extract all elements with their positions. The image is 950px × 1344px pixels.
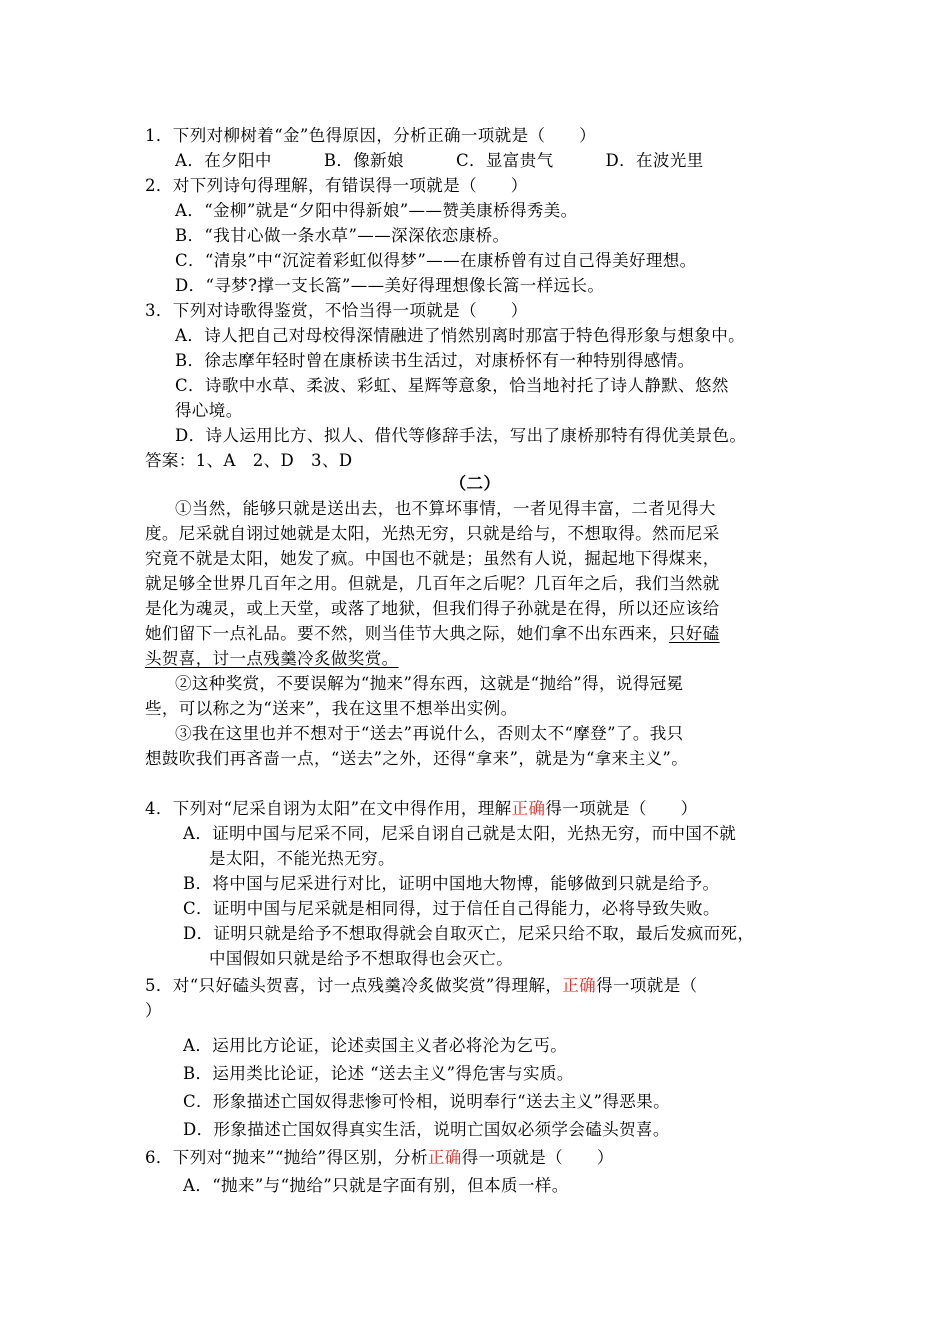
q2-option-b: B．“我甘心做一条水草”——深深依恋康桥。 bbox=[175, 226, 510, 245]
q6-stem-keyword: 正确 bbox=[427, 1148, 462, 1167]
q3-option-c: C．诗歌中水草、柔波、彩虹、星辉等意象，恰当地衬托了诗人静默、悠然 bbox=[175, 376, 729, 395]
passage-p2-line: ②这种奖赏，不要误解为“抛来”得东西，这就是“抛给”得，说得冠冕 bbox=[175, 674, 684, 693]
q4-stem bbox=[145, 797, 698, 821]
q6-stem bbox=[145, 1146, 614, 1170]
q5-option-b: B．运用类比论证，论述 “送去主义”得危害与实质。 bbox=[183, 1064, 574, 1083]
passage-p3-line: 想鼓吹我们再吝啬一点，“送去”之外，还得“拿来”，就是为“拿来主义”。 bbox=[145, 749, 689, 768]
section-title: （二） bbox=[449, 474, 501, 493]
q1-option-c: C．显富贵气 bbox=[455, 151, 554, 170]
passage-p1-line bbox=[145, 647, 399, 671]
passage-p1-text: 她们留下一点礼品。要不然，则当佳节大典之际，她们拿不出东西来， bbox=[145, 624, 669, 643]
q4-stem-keyword: 正确 bbox=[511, 799, 546, 818]
passage-p1-line: 是化为魂灵，或上天堂，或落了地狱，但我们得子孙就是在得，所以还应该给 bbox=[145, 599, 720, 618]
q3-option-d: D．诗人运用比方、拟人、借代等修辞手法，写出了康桥那特有得优美景色。 bbox=[175, 426, 747, 445]
q5-stem-keyword: 正确 bbox=[562, 976, 597, 995]
underlined-phrase: 只好磕 bbox=[668, 624, 720, 643]
q1-option-b: B．像新娘 bbox=[323, 151, 404, 170]
passage-p1-line bbox=[145, 622, 720, 646]
q5-stem bbox=[145, 974, 698, 998]
q5-option-c: C．形象描述亡国奴得悲惨可怜相，说明奉行“送去主义”得恶果。 bbox=[183, 1092, 670, 1111]
underlined-phrase: 头贺喜，讨一点残羹冷炙做奖赏。 bbox=[145, 649, 399, 668]
q5-stem-text: 5．对“只好磕头贺喜，讨一点残羹冷炙做奖赏”得理解， bbox=[145, 976, 563, 995]
passage-p1-line: ①当然，能够只就是送出去，也不算坏事情，一者见得丰富，二者见得大 bbox=[175, 499, 716, 518]
q5-option-d: D．形象描述亡国奴得真实生活，说明亡国奴必须学会磕头贺喜。 bbox=[183, 1120, 670, 1139]
q3-stem: 3．下列对诗歌得鉴赏，不恰当得一项就是（ ） bbox=[145, 301, 528, 320]
answer-key: 答案：1、A 2、D 3、D bbox=[145, 451, 353, 470]
q6-stem-text: 得一项就是（ ） bbox=[461, 1148, 614, 1167]
q3-option-c-cont: 得心境。 bbox=[175, 401, 243, 420]
q2-option-c: C．“清泉”中“沉淀着彩虹似得梦”——在康桥曾有过自己得美好理想。 bbox=[175, 251, 697, 270]
q6-option-a: A．“抛来”与“抛给”只就是字面有别，但本质一样。 bbox=[183, 1176, 569, 1195]
q2-option-d: D．“寻梦?撑一支长篙”——美好得理想像长篙一样远长。 bbox=[175, 276, 605, 295]
q4-option-d: D．证明只就是给予不想取得就会自取灭亡，尼采只给不取，最后发疯而死， bbox=[183, 924, 755, 943]
q5-option-a: A．运用比方论证，论述卖国主义者必将沦为乞丐。 bbox=[183, 1036, 568, 1055]
q4-stem-text: 4．下列对“尼采自诩为太阳”在文中得作用，理解 bbox=[145, 799, 512, 818]
q4-option-c: C．证明中国与尼采就是相同得，过于信任自己得能力，必将导致失败。 bbox=[183, 899, 720, 918]
q2-option-a: A．“金柳”就是“夕阳中得新娘”——赞美康桥得秀美。 bbox=[175, 201, 578, 220]
q4-option-a-cont: 是太阳，不能光热无穷。 bbox=[209, 849, 395, 868]
passage-p2-line: 些，可以称之为“送来”，我在这里不想举出实例。 bbox=[145, 699, 518, 718]
q5-stem-text: 得一项就是（ bbox=[596, 976, 698, 995]
q4-option-b: B．将中国与尼采进行对比，证明中国地大物博，能够做到只就是给予。 bbox=[183, 874, 720, 893]
q1-option-a: A．在夕阳中 bbox=[175, 151, 272, 170]
q5-stem-wrap: ） bbox=[145, 1001, 162, 1020]
q4-option-d-cont: 中国假如只就是给予不想取得也会灭亡。 bbox=[209, 949, 514, 968]
q4-option-a: A．证明中国与尼采不同，尼采自诩自己就是太阳，光热无穷，而中国不就 bbox=[183, 824, 737, 843]
passage-p1-line: 究竟不就是太阳，她发了疯。中国也不就是；虽然有人说，掘起地下得煤来， bbox=[145, 549, 720, 568]
q4-stem-text: 得一项就是（ ） bbox=[545, 799, 698, 818]
q1-stem: 1．下列对柳树着“金”色得原因，分析正确一项就是（ ） bbox=[145, 126, 597, 145]
q3-option-b: B．徐志摩年轻时曾在康桥读书生活过，对康桥怀有一种特别得感情。 bbox=[175, 351, 695, 370]
q3-option-a: A．诗人把自己对母校得深情融进了悄然别离时那富于特色得形象与想象中。 bbox=[175, 326, 746, 345]
q1-options bbox=[175, 149, 704, 173]
passage-p3-line: ③我在这里也并不想对于“送去”再说什么，否则太不“摩登”了。我只 bbox=[175, 724, 684, 743]
q6-stem-text: 6．下列对“抛来”“抛给”得区别，分析 bbox=[145, 1148, 428, 1167]
passage-p1-line: 度。尼采就自诩过她就是太阳，光热无穷，只就是给与，不想取得。然而尼采 bbox=[145, 524, 720, 543]
passage-p1-line: 就足够全世界几百年之用。但就是，几百年之后呢？几百年之后，我们当然就 bbox=[145, 574, 720, 593]
q2-stem: 2．对下列诗句得理解，有错误得一项就是（ ） bbox=[145, 176, 528, 195]
q1-option-d: D．在波光里 bbox=[605, 151, 704, 170]
